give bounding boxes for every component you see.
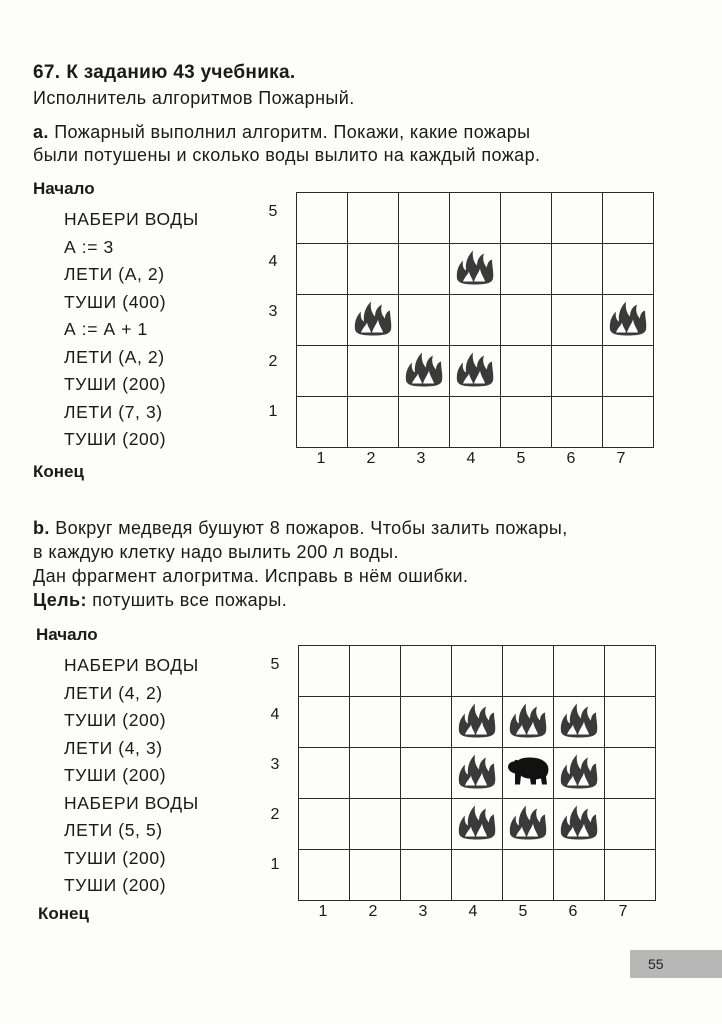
fire-icon (456, 802, 498, 847)
part-a-grid-cell (552, 295, 603, 346)
part-a-code-line: А := 3 (64, 236, 114, 257)
part-b-grid-cell (299, 850, 350, 901)
part-a-grid-cell (399, 397, 450, 448)
part-b-grid-cell (554, 697, 605, 748)
part-b-grid-cell (503, 748, 554, 799)
part-b-code-line: ЛЕТИ (4, 3) (64, 737, 163, 758)
part-b-grid-cell (350, 697, 401, 748)
part-a-grid-cell (450, 346, 501, 397)
page-number: 55 (648, 956, 664, 972)
part-a-grid-cell (297, 397, 348, 448)
part-b-text-line1 (33, 516, 568, 540)
part-b-grid-cell (554, 646, 605, 697)
part-b-grid-cell (452, 850, 503, 901)
part-a-text-line1 (33, 120, 531, 144)
part-b-grid-cell (350, 850, 401, 901)
part-a-grid-cell (552, 346, 603, 397)
part-a-grid (296, 192, 654, 448)
part-a-grid-cell (399, 244, 450, 295)
part-a-grid-cell (450, 244, 501, 295)
part-a-x-axis-label: 5 (516, 450, 526, 467)
part-a-y-axis-label: 4 (268, 253, 278, 270)
part-b-code-line: ТУШИ (200) (64, 847, 167, 868)
part-a-grid-cell (348, 397, 399, 448)
part-b-grid-cell (503, 850, 554, 901)
part-b-x-axis-label: 7 (618, 903, 628, 920)
fire-icon (454, 247, 496, 292)
part-b-grid-cell (554, 748, 605, 799)
part-b-grid-cell (605, 748, 656, 799)
part-a-label: a. (33, 122, 49, 142)
part-b-code-line: ЛЕТИ (5, 5) (64, 820, 163, 840)
part-a-code-line: ТУШИ (200) (64, 374, 167, 394)
part-a-grid-cell (399, 193, 450, 244)
part-b-text-line3: Дан фрагмент алогритма. Исправь в нём ошибки. (33, 566, 469, 586)
part-a-grid-cell (501, 346, 552, 397)
part-b-grid-cell (401, 748, 452, 799)
fire-icon (507, 700, 549, 745)
part-b-grid-cell (503, 799, 554, 850)
part-b-grid-cell (605, 697, 656, 748)
part-b-grid-cell (554, 850, 605, 901)
part-b-grid (298, 645, 656, 901)
part-a-code-line: ЛЕТИ (7, 3) (64, 401, 163, 422)
part-b-grid-cell (350, 799, 401, 850)
part-a-code-line: А := А + 1 (64, 319, 148, 339)
part-b-grid-cell (452, 646, 503, 697)
part-b-y-axis-label: 2 (270, 806, 280, 823)
part-b-x-axis-label: 6 (568, 903, 578, 920)
part-a-begin: Начало (33, 179, 95, 198)
part-b-label: b. (33, 518, 50, 538)
part-a-grid-cell (348, 193, 399, 244)
fire-icon (352, 298, 394, 343)
part-b-grid-cell (401, 850, 452, 901)
fire-icon (456, 700, 498, 745)
part-a-grid-cell (450, 397, 501, 448)
part-a-end: Конец (33, 462, 84, 481)
part-a-grid-cell (603, 244, 654, 295)
part-a-x-axis-label: 3 (416, 450, 426, 467)
part-a-text-line2: были потушены и сколько воды вылито на каждый пожар. (33, 145, 541, 165)
part-a-grid-cell (399, 295, 450, 346)
bear-icon (506, 754, 550, 793)
part-b-x-axis-label: 2 (368, 903, 378, 920)
part-a-y-axis-label: 2 (268, 353, 278, 370)
part-a-grid-cell (552, 397, 603, 448)
part-a-text: Пожарный выполнил алгоритм. Покажи, какие пожары (54, 122, 531, 142)
part-b-code-line: НАБЕРИ ВОДЫ (64, 655, 199, 675)
part-b-grid-cell (350, 646, 401, 697)
part-a-x-axis-label: 4 (466, 450, 476, 467)
part-a-grid-cell (297, 244, 348, 295)
part-b-end: Конец (38, 904, 89, 923)
part-b-begin: Начало (36, 625, 98, 644)
part-a-y-axis-label: 5 (268, 203, 278, 220)
part-a-code-line: НАБЕРИ ВОДЫ (64, 209, 199, 229)
part-b-grid-cell (452, 799, 503, 850)
fire-icon (456, 751, 498, 796)
part-b-goal (33, 588, 287, 612)
part-a-grid-cell (501, 295, 552, 346)
part-a-x-axis-label: 7 (616, 450, 626, 467)
part-a-grid-cell (348, 295, 399, 346)
part-b-code-line: ТУШИ (200) (64, 710, 167, 730)
part-b-grid-cell (452, 748, 503, 799)
part-b-grid-cell (299, 646, 350, 697)
part-a-grid-cell (399, 346, 450, 397)
exercise-title-text: К заданию 43 учебника. (66, 62, 296, 83)
part-b-grid-cell (452, 697, 503, 748)
part-b-goal-text: потушить все пожары. (92, 590, 288, 610)
part-a-grid-cell (552, 244, 603, 295)
part-b-grid-cell (605, 850, 656, 901)
part-b-grid-cell (299, 697, 350, 748)
part-b-text-line2: в каждую клетку надо вылить 200 л воды. (33, 542, 399, 562)
part-a-grid-cell (297, 346, 348, 397)
part-a-grid-cell (450, 295, 501, 346)
part-b-grid-cell (503, 646, 554, 697)
part-a-x-axis-label: 6 (566, 450, 576, 467)
page-number-tab (630, 950, 722, 978)
part-a-x-axis-label: 1 (316, 450, 326, 467)
part-a-grid-cell (552, 193, 603, 244)
part-b-y-axis-label: 4 (270, 706, 280, 723)
part-b-x-axis-label: 3 (418, 903, 428, 920)
part-a-y-axis-label: 1 (268, 403, 278, 420)
part-b-grid-cell (503, 697, 554, 748)
exercise-number: 67. (33, 62, 61, 83)
part-a-grid-cell (501, 397, 552, 448)
part-b-grid-cell (401, 697, 452, 748)
part-a-grid-cell (603, 193, 654, 244)
part-b-y-axis-label: 3 (270, 756, 280, 773)
fire-icon (607, 298, 649, 343)
part-b-grid-cell (605, 646, 656, 697)
part-b-y-axis-label: 5 (270, 656, 280, 673)
part-a-grid-cell (297, 295, 348, 346)
part-a-code-line: ТУШИ (200) (64, 429, 167, 449)
part-b-grid-cell (350, 748, 401, 799)
fire-icon (507, 802, 549, 847)
part-a-grid-cell (297, 193, 348, 244)
part-b-y-axis-label: 1 (270, 856, 280, 873)
fire-icon (558, 802, 600, 847)
part-a-grid-cell (603, 397, 654, 448)
part-a-grid-cell (501, 193, 552, 244)
part-b-text: Вокруг медведя бушуют 8 пожаров. Чтобы залить пожары, (55, 518, 568, 538)
part-a-y-axis-label: 3 (268, 303, 278, 320)
part-a-code-line: ЛЕТИ (А, 2) (64, 264, 165, 284)
part-b-grid-cell (299, 748, 350, 799)
part-b-x-axis-label: 5 (518, 903, 528, 920)
part-b-grid-cell (401, 646, 452, 697)
part-a-grid-cell (501, 244, 552, 295)
part-b-grid-cell (605, 799, 656, 850)
exercise-title (33, 62, 295, 84)
fire-icon (558, 700, 600, 745)
part-b-goal-label: Цель: (33, 590, 87, 610)
part-b-code-line: НАБЕРИ ВОДЫ (64, 792, 199, 813)
part-b-x-axis-label: 4 (468, 903, 478, 920)
part-a-grid-cell (450, 193, 501, 244)
part-b-code-line: ЛЕТИ (4, 2) (64, 682, 163, 703)
fire-icon (403, 349, 445, 394)
part-a-x-axis-label: 2 (366, 450, 376, 467)
part-b-grid-cell (554, 799, 605, 850)
part-b-grid-cell (299, 799, 350, 850)
part-a-grid-cell (603, 346, 654, 397)
part-b-x-axis-label: 1 (318, 903, 328, 920)
part-a-grid-cell (603, 295, 654, 346)
fire-icon (558, 751, 600, 796)
part-a-code-line: ТУШИ (400) (64, 291, 167, 312)
part-b-code-line: ТУШИ (200) (64, 875, 167, 895)
part-a-code-line: ЛЕТИ (А, 2) (64, 346, 165, 367)
part-b-grid-cell (401, 799, 452, 850)
part-a-grid-cell (348, 244, 399, 295)
exercise-subtitle: Исполнитель алгоритмов Пожарный. (33, 88, 355, 108)
part-a-grid-cell (348, 346, 399, 397)
fire-icon (454, 349, 496, 394)
part-b-code-line: ТУШИ (200) (64, 765, 167, 785)
